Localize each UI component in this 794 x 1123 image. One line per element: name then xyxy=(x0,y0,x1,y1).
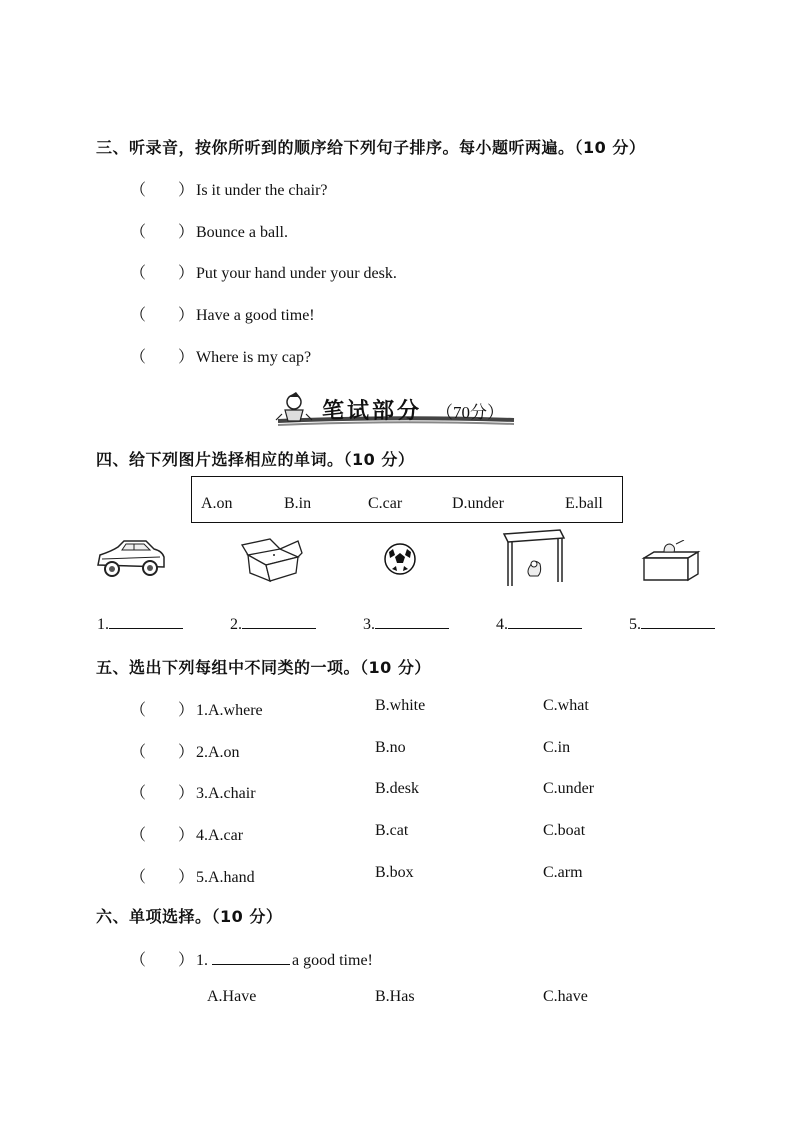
answer-paren[interactable]: （ ） xyxy=(130,744,195,761)
option-c: C.in xyxy=(543,739,571,756)
option-a: 1.A.where xyxy=(196,702,263,719)
answer-paren[interactable]: （ ） xyxy=(130,265,195,282)
option-b: B.no xyxy=(375,739,406,756)
question-number: 1. xyxy=(196,952,208,969)
sentence: Is it under the chair? xyxy=(196,182,328,199)
blank-number: 2. xyxy=(230,616,242,633)
choice-a: A.Have xyxy=(207,988,257,1005)
option-a: 3.A.chair xyxy=(196,785,256,802)
answer-paren[interactable]: （ ） xyxy=(130,349,195,366)
picture-answer-2[interactable] xyxy=(230,614,316,634)
option-b: B.box xyxy=(375,864,414,881)
answer-blank[interactable] xyxy=(508,614,582,629)
section3-title: 三、听录音，按你所听到的顺序给下列句子排序。每小题听两遍。（10 分） xyxy=(96,138,646,157)
written-part-banner xyxy=(270,388,520,430)
blank-number: 5. xyxy=(629,616,641,633)
section3-item-4 xyxy=(130,302,315,325)
picture-answer-1[interactable] xyxy=(97,614,183,634)
choice-b: B.Has xyxy=(375,988,415,1005)
word-option-d: D.under xyxy=(452,495,504,512)
answer-paren[interactable]: （ ） xyxy=(130,869,195,886)
word-option-e: E.ball xyxy=(565,495,603,512)
option-a: 4.A.car xyxy=(196,827,244,844)
sentence: Bounce a ball. xyxy=(196,224,288,241)
option-c: C.boat xyxy=(543,822,586,839)
section5-row-1 xyxy=(130,697,263,720)
question-text: a good time! xyxy=(292,952,373,969)
banner-score: （70分） xyxy=(436,403,504,422)
sentence: Have a good time! xyxy=(196,307,315,324)
picture-answer-4[interactable] xyxy=(496,614,582,634)
answer-blank[interactable] xyxy=(375,614,449,629)
section5-row-2 xyxy=(130,739,240,762)
option-a: 2.A.on xyxy=(196,744,240,761)
banner-title: 笔试部分 xyxy=(322,399,423,424)
fill-blank[interactable] xyxy=(212,950,290,965)
answer-paren[interactable]: （ ） xyxy=(130,307,195,324)
section6-question-1 xyxy=(130,947,373,970)
option-b: B.cat xyxy=(375,822,409,839)
word-option-b: B.in xyxy=(284,495,312,512)
desk-icon xyxy=(500,528,566,590)
answer-paren[interactable]: （ ） xyxy=(130,952,195,969)
option-c: C.what xyxy=(543,697,589,714)
picture-answer-3[interactable] xyxy=(363,614,449,634)
sentence: Where is my cap? xyxy=(196,349,312,366)
word-option-c: C.car xyxy=(368,495,403,512)
section3-item-1 xyxy=(130,177,328,200)
option-a: 5.A.hand xyxy=(196,869,255,886)
answer-paren[interactable]: （ ） xyxy=(130,702,195,719)
answer-blank[interactable] xyxy=(109,614,183,629)
option-c: C.arm xyxy=(543,864,583,881)
sentence: Put your hand under your desk. xyxy=(196,265,397,282)
option-b: B.white xyxy=(375,697,426,714)
answer-paren[interactable]: （ ） xyxy=(130,785,195,802)
section6-title: 六、单项选择。（10 分） xyxy=(96,907,283,926)
box-cat-icon xyxy=(640,540,702,584)
section5-title: 五、选出下列每组中不同类的一项。（10 分） xyxy=(96,658,431,677)
blank-number: 4. xyxy=(496,616,508,633)
section3-item-5 xyxy=(130,344,311,367)
blank-number: 1. xyxy=(97,616,109,633)
picture-answer-5[interactable] xyxy=(629,614,715,634)
car-icon xyxy=(94,535,166,581)
section4-title: 四、给下列图片选择相应的单词。（10 分） xyxy=(96,450,415,469)
blank-number: 3. xyxy=(363,616,375,633)
section5-row-4 xyxy=(130,822,243,845)
choice-c: C.have xyxy=(543,988,588,1005)
option-b: B.desk xyxy=(375,780,419,797)
section5-row-3 xyxy=(130,780,256,803)
answer-paren[interactable]: （ ） xyxy=(130,827,195,844)
answer-blank[interactable] xyxy=(242,614,316,629)
answer-paren[interactable]: （ ） xyxy=(130,224,195,241)
word-option-a: A.on xyxy=(201,495,233,512)
word-bank-box xyxy=(191,476,623,523)
answer-blank[interactable] xyxy=(641,614,715,629)
box-icon xyxy=(240,535,304,585)
section5-row-5 xyxy=(130,864,255,887)
option-c: C.under xyxy=(543,780,595,797)
ball-icon xyxy=(383,542,417,576)
answer-paren[interactable]: （ ） xyxy=(130,182,195,199)
section3-item-2 xyxy=(130,219,288,242)
section3-item-3 xyxy=(130,260,397,283)
